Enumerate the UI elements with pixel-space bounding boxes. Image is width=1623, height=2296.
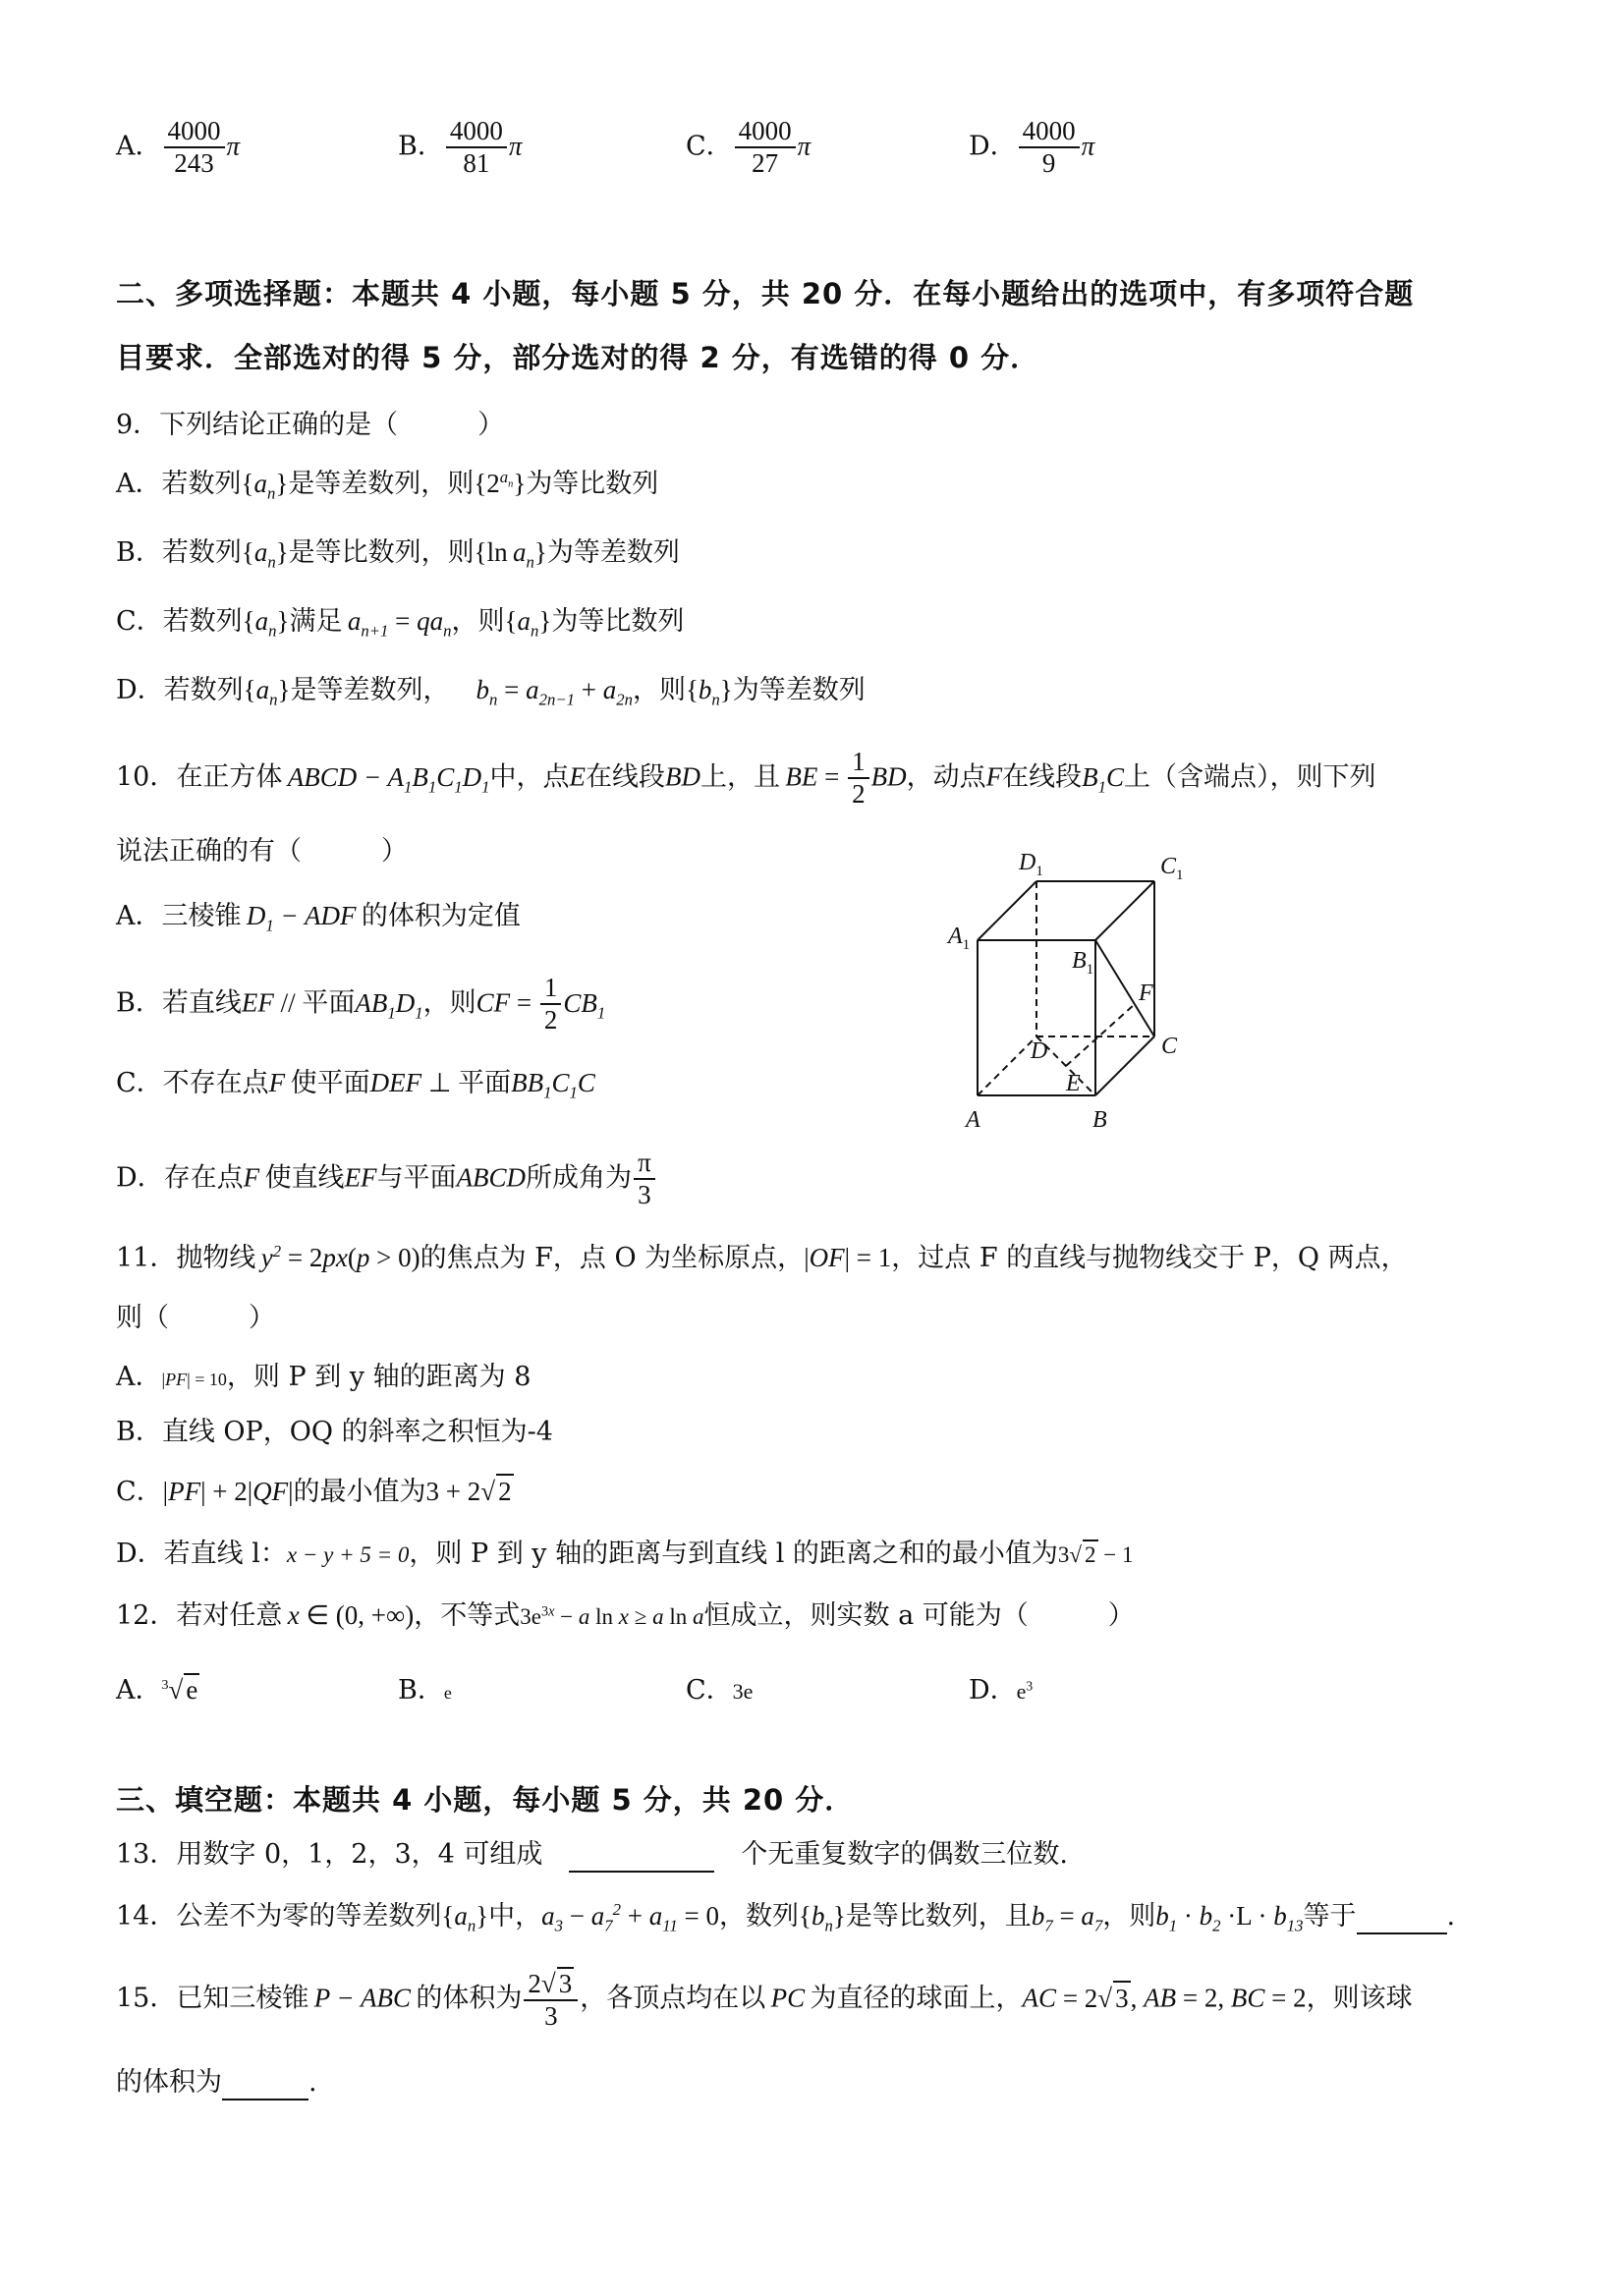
q15-answer-blank[interactable] [222, 2067, 308, 2100]
q13-answer-blank[interactable] [569, 1839, 714, 1873]
q15-line2: 的体积为 . [116, 2067, 317, 2100]
q11-option-d: D．若直线 l：x − y + 5 = 0，则 P 到 y 轴的距离与到直线 l 的距离之和的最小值为3√ 2 − 1 [116, 1539, 1134, 1569]
q11-option-a: A．|PF| = 10，则 P 到 y 轴的距离为 8 [116, 1362, 532, 1392]
label-a1: $A_1$ [948, 924, 971, 953]
q12-option-c: C．3e [686, 1675, 754, 1706]
q10-option-a: A．三棱锥 $D_1$ − ADF 的体积为定值 [116, 901, 521, 935]
q9-stem: 9．下列结论正确的是（ ） [116, 410, 505, 440]
q10-stem-line2: 说法正确的有（ ） [116, 836, 408, 867]
q14-answer-blank[interactable] [1357, 1901, 1447, 1934]
label-b: B [1092, 1107, 1107, 1133]
q12-option-d: D．$e^3$ [969, 1675, 1034, 1706]
label-f: F [1139, 980, 1153, 1006]
edge-b-c [1095, 1036, 1154, 1095]
q12-stem: 12．若对任意 x ∈ (0, +∞)，不等式$3e^{3x} - a$ ln x ≥ a ln a恒成立，则实数 a 可能为（ ） [116, 1600, 1135, 1631]
q9-option-d: D．若数列$\{a_n\}$是等差数列， $b_n = a_{2n-1} + a_{2n}$，则$\{b_n\}$为等差数列 [116, 675, 866, 709]
q12-option-b: B．e [398, 1675, 452, 1706]
q9-option-b: B．若数列$\{a_n\}$是等比数列，则{ln $a_n$}为等差数列 [116, 537, 680, 572]
q13: 13．用数字 0，1，2，3，4 可组成 个无重复数字的偶数三位数. [116, 1839, 1068, 1873]
section2-heading-line2: 目要求．全部选对的得 5 分，部分选对的得 2 分，有选错的得 0 分． [116, 341, 1040, 374]
segment-e-f [1066, 1004, 1135, 1066]
q10-option-d: D．存在点F 使直线EF与平面ABCD所成角为 $\frac{\pi}{3}$ [116, 1148, 657, 1210]
q8-option-a: A． $\frac{4000}{243}$ π [116, 116, 241, 179]
q11-option-b: B．直线 OP，OQ 的斜率之积恒为-4 [116, 1417, 553, 1447]
cube-figure [928, 840, 1253, 1154]
edge-b1-c1 [1095, 881, 1154, 940]
q10-option-b: B．若直线EF // 平面$AB_1D_1$，则CF = $\frac{1}{2}$ $CB_1$ [116, 973, 606, 1036]
q10-stem-line1: 10．在正方体 ABCD − $A_1B_1C_1D_1$中，点E在线段BD上，且 BE = $\frac{1}{2}$ BD，动点F在线段$B_1C$上（含端点），则下列 [116, 747, 1376, 810]
label-a: A [966, 1107, 980, 1133]
q11-stem-line2: 则（ ） [116, 1303, 275, 1333]
q12-option-a: A．$^3$√ e [116, 1675, 198, 1706]
q8-option-b: B． $\frac{4000}{81}$ π [398, 116, 523, 179]
q11-option-c: C．|PF| + 2|QF|的最小值为3 + 2√ 2 [116, 1474, 514, 1508]
label-d: D [1031, 1038, 1048, 1064]
q15-line1: 15．已知三棱锥 P − ABC 的体积为 $\frac{2√ 3}{3}$ ，各顶点均在以 PC 为直径的球面上，AC = 2√ 3, AB = 2, BC = 2，则该球 [116, 1969, 1413, 2032]
q10-option-c: C．不存在点F 使平面DEF ⊥ 平面$BB_1C_1C$ [116, 1068, 595, 1102]
edge-a-d [978, 1036, 1036, 1095]
q9-option-c: C．若数列$\{a_n\}$满足 $a_{n+1} = qa_n$，则$\{a_n\}$为等比数列 [116, 606, 685, 641]
section3-heading: 三、填空题：本题共 4 小题，每小题 5 分，共 20 分． [116, 1783, 855, 1817]
label-d1: $D_1$ [1019, 850, 1043, 879]
q14: 14．公差不为零的等差数列$\{a_n\}$中，$a_3 - a_7^2 + a_{11} = 0$，数列$\{b_n\}$是等比数列，且$b_7 = a_7$，则$b_1 \cdot b_2 \cdot L \cdot b_{13}$等于 . [116, 1900, 1456, 1935]
section2-heading-line1: 二、多项选择题：本题共 4 小题，每小题 5 分，共 20 分．在每小题给出的选项中，有多项符合题 [116, 277, 1415, 310]
label-b1: $B_1$ [1072, 948, 1094, 978]
q8-option-d: D． $\frac{4000}{9}$ π [969, 116, 1095, 179]
edge-a1-d1 [978, 881, 1036, 940]
label-e: E [1066, 1071, 1081, 1096]
q11-stem-line1: 11．抛物线 $y^2 = 2px(p > 0)$的焦点为 F，点 O 为坐标原点，|OF| = 1，过点 F 的直线与抛物线交于 P，Q 两点， [116, 1242, 1408, 1273]
q9-option-a: A．若数列$\{a_n\}$是等差数列，则$\{2^{a_n}\}$为等比数列 [116, 468, 659, 503]
q8-option-c: C． $\frac{4000}{27}$ π [686, 116, 812, 179]
label-c1: $C_1$ [1160, 854, 1184, 883]
label-c: C [1161, 1034, 1178, 1059]
